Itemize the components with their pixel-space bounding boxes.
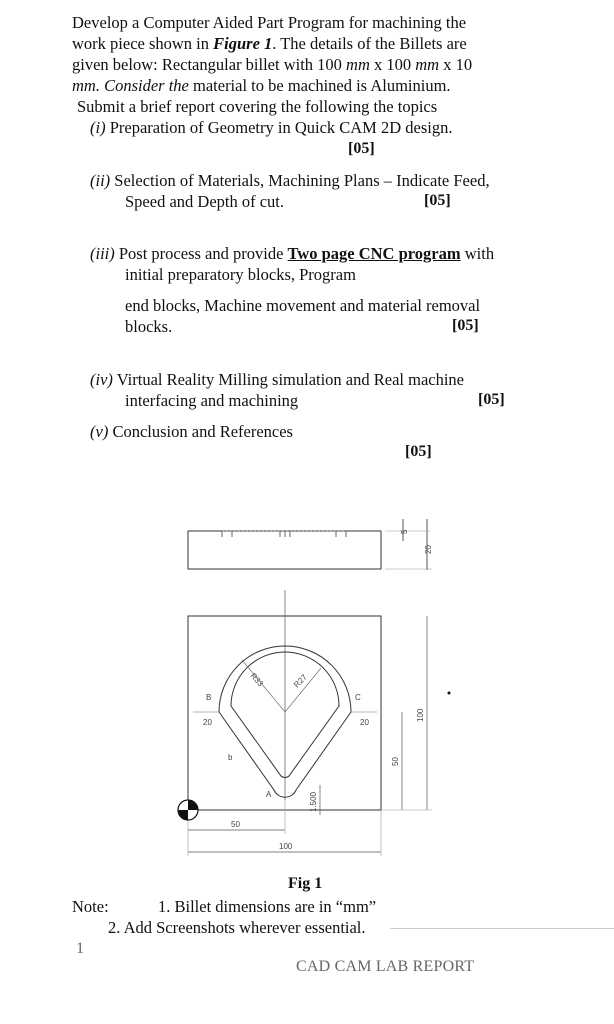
topic-iv: (iv) Virtual Reality Milling simulation and Real machine (90, 370, 465, 389)
intro-line-1: Develop a Computer Aided Part Program for machining the (72, 13, 467, 32)
dim-width-total: 100 (279, 842, 293, 851)
topic-ii: (ii) Selection of Materials, Machining Plans – Indicate Feed, (90, 171, 490, 190)
point-a: A (266, 790, 272, 799)
page-number: 1 (76, 940, 85, 957)
topic-iii: (iii) Post process and provide Two page CNC program with (90, 244, 495, 263)
topic-i-marks: [05] (348, 140, 375, 157)
dim-fillet: 1.500 (309, 791, 318, 812)
dim-width-half: 50 (231, 820, 240, 829)
dim-right-offset: 20 (360, 718, 369, 727)
topic-ii-line-2: Speed and Depth of cut. (125, 192, 284, 211)
figure-caption: Fig 1 (288, 875, 323, 892)
dim-height-center: 50 (391, 757, 400, 766)
point-c: C (355, 693, 361, 702)
topic-i: (i) Preparation of Geometry in Quick CAM 2D design. (90, 118, 453, 137)
note-label: Note: (72, 897, 109, 916)
topic-iii-line-3: end blocks, Machine movement and material removal (125, 296, 481, 315)
origin-marker-icon (178, 800, 198, 820)
note-item-2: 2. Add Screenshots wherever essential. (108, 918, 366, 937)
report-title: CAD CAM LAB REPORT (296, 958, 475, 975)
dim-left-offset: 20 (203, 718, 212, 727)
topic-iv-line-2: interfacing and machining (125, 391, 299, 410)
topic-iii-line-4: blocks. (125, 317, 173, 336)
intro-line-2: work piece shown in Figure 1. The details of the Billets are (72, 34, 467, 53)
dim-r-outer: R33 (248, 671, 266, 689)
intro-line-5: Submit a brief report covering the following the topics (77, 97, 438, 116)
dim-height-total: 100 (416, 708, 425, 722)
topic-v-marks: [05] (405, 443, 432, 460)
plate-outline (188, 616, 381, 810)
topic-ii-marks: [05] (424, 192, 451, 209)
topic-v: (v) Conclusion and References (90, 422, 293, 441)
point-b: B (206, 693, 212, 702)
intro-line-3: given below: Rectangular billet with 100 mm x 100 mm x 10 (72, 55, 473, 74)
topic-iv-marks: [05] (478, 391, 505, 408)
intro-line-4: mm. Consider the material to be machined is Aluminium. (72, 76, 451, 95)
topic-iii-line-2: initial preparatory blocks, Program (125, 265, 356, 284)
footer-divider (390, 928, 614, 929)
dim-side-depth: 5 (400, 529, 409, 534)
dim-side-height: 20 (424, 545, 433, 554)
point-b-small: b (228, 753, 233, 762)
topic-iii-marks: [05] (452, 317, 479, 334)
note-item-1: 1. Billet dimensions are in “mm” (158, 897, 377, 916)
dim-r-inner: R27 (292, 672, 309, 690)
